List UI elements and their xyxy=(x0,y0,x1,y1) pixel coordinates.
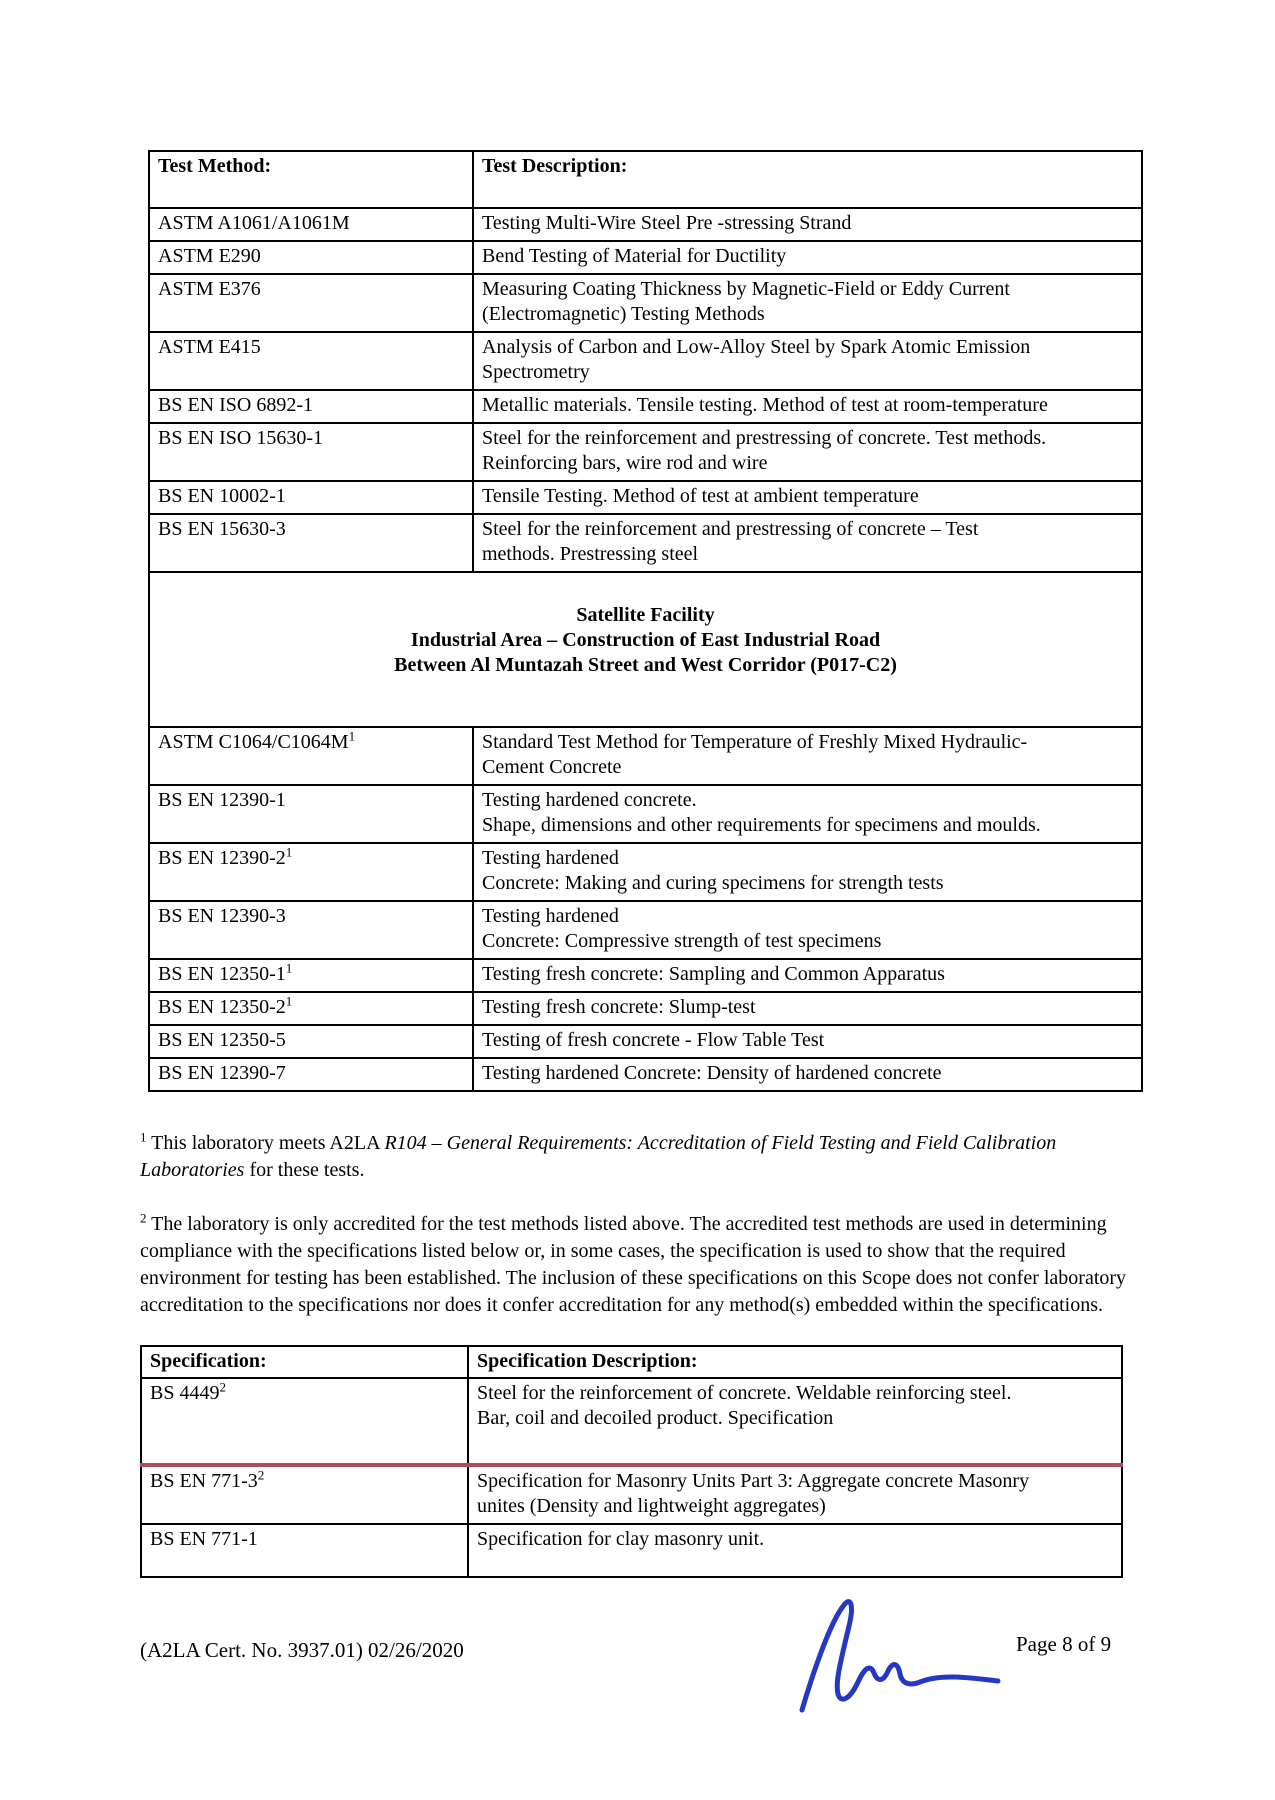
satellite-facility-row xyxy=(149,572,1142,727)
table-row xyxy=(149,390,1142,423)
table-row xyxy=(149,992,1142,1025)
desc-line: Steel for the reinforcement and prestressing of concrete – Test xyxy=(482,518,979,540)
method-id: BS EN 12390-2 xyxy=(158,847,286,869)
cert-number: (A2LA Cert. No. 3937.01) 02/26/2020 xyxy=(140,1638,464,1662)
method-cell xyxy=(149,481,473,514)
test-method-header: Test Method: xyxy=(149,151,473,208)
method-cell xyxy=(149,390,473,423)
desc-cell xyxy=(473,423,1142,481)
desc-cell xyxy=(473,1025,1142,1058)
method-cell xyxy=(149,1058,473,1091)
table-row xyxy=(149,1025,1142,1058)
method-id: BS EN 12390-3 xyxy=(158,905,286,927)
table-row xyxy=(141,1378,1122,1465)
footnote-text: for these tests. xyxy=(244,1159,365,1181)
desc-cell xyxy=(473,992,1142,1025)
footnote-marker: 2 xyxy=(140,1210,147,1226)
desc-cell xyxy=(473,390,1142,423)
table-row xyxy=(149,785,1142,843)
desc-line: Measuring Coating Thickness by Magnetic-Field or Eddy Current xyxy=(482,278,1010,300)
table-row xyxy=(149,274,1142,332)
footnote-marker: 1 xyxy=(285,844,293,860)
desc-line: Testing Multi-Wire Steel Pre -stressing Strand xyxy=(482,212,852,234)
table-row xyxy=(149,1058,1142,1091)
desc-cell xyxy=(473,514,1142,572)
method-id: ASTM A1061/A1061M xyxy=(158,212,350,234)
desc-cell xyxy=(473,785,1142,843)
desc-line: Specification for clay masonry unit. xyxy=(477,1528,765,1550)
desc-line: Testing fresh concrete: Sampling and Common Apparatus xyxy=(482,963,945,985)
desc-line: Reinforcing bars, wire rod and wire xyxy=(482,452,768,474)
desc-cell xyxy=(473,727,1142,785)
desc-line: Concrete: Making and curing specimens for strength tests xyxy=(482,872,944,894)
page-footer xyxy=(0,1620,1275,1750)
desc-line: Testing hardened xyxy=(482,905,619,927)
desc-line: Testing hardened Concrete: Density of hardened concrete xyxy=(482,1062,942,1084)
spec-cell xyxy=(141,1378,468,1465)
footnote-text: This laboratory meets A2LA xyxy=(146,1132,385,1154)
test-table-header-row xyxy=(149,151,1142,208)
desc-line: Steel for the reinforcement of concrete. Weldable reinforcing steel. xyxy=(477,1382,1012,1404)
method-id: ASTM E290 xyxy=(158,245,261,267)
desc-cell xyxy=(473,241,1142,274)
method-cell xyxy=(149,332,473,390)
footnote-marker: 1 xyxy=(285,993,293,1009)
method-id: BS EN 15630-3 xyxy=(158,518,286,540)
specification-description-header: Specification Description: xyxy=(468,1346,1122,1378)
desc-line: Spectrometry xyxy=(482,361,590,383)
satellite-title: Satellite Facility xyxy=(576,604,715,626)
desc-line: Concrete: Compressive strength of test specimens xyxy=(482,930,882,952)
method-id: ASTM E415 xyxy=(158,336,261,358)
method-id: BS EN 12390-7 xyxy=(158,1062,286,1084)
desc-line: Bend Testing of Material for Ductility xyxy=(482,245,787,267)
desc-cell xyxy=(468,1378,1122,1465)
spec-id: BS EN 771-3 xyxy=(150,1470,258,1492)
desc-cell xyxy=(473,332,1142,390)
method-id: ASTM E376 xyxy=(158,278,261,300)
method-cell xyxy=(149,959,473,992)
desc-cell xyxy=(473,959,1142,992)
method-id: ASTM C1064/C1064M xyxy=(158,731,349,753)
signature xyxy=(788,1592,1012,1722)
spec-cell xyxy=(141,1465,468,1524)
footnote-italic-title: R104 – General Requirements: Accreditation of Field Testing and Field Calibration Laboratories xyxy=(140,1132,1057,1181)
table-row xyxy=(149,843,1142,901)
desc-cell xyxy=(468,1524,1122,1577)
table-row xyxy=(149,959,1142,992)
method-id: BS EN 10002-1 xyxy=(158,485,286,507)
table-row xyxy=(149,241,1142,274)
desc-line: Standard Test Method for Temperature of Freshly Mixed Hydraulic- xyxy=(482,731,1028,753)
desc-line: (Electromagnetic) Testing Methods xyxy=(482,303,765,325)
page-number: Page 8 of 9 xyxy=(1016,1632,1112,1656)
method-cell xyxy=(149,514,473,572)
method-id: BS EN 12350-2 xyxy=(158,996,286,1018)
spec-id: BS 4449 xyxy=(150,1382,220,1404)
desc-line: Testing hardened xyxy=(482,847,619,869)
method-cell xyxy=(149,241,473,274)
satellite-facility-block xyxy=(149,572,1142,727)
footnote-marker: 1 xyxy=(348,728,356,744)
table-row xyxy=(141,1524,1122,1577)
desc-line: Cement Concrete xyxy=(482,756,622,778)
table-row xyxy=(149,514,1142,572)
method-cell xyxy=(149,208,473,241)
spec-cell xyxy=(141,1524,468,1577)
desc-cell xyxy=(468,1465,1122,1524)
footnote-marker: 2 xyxy=(257,1467,265,1483)
desc-cell xyxy=(473,274,1142,332)
desc-line: Testing hardened concrete. xyxy=(482,789,697,811)
method-id: BS EN ISO 15630-1 xyxy=(158,427,324,449)
table-row xyxy=(149,727,1142,785)
spec-table-header-row xyxy=(141,1346,1122,1378)
method-cell xyxy=(149,423,473,481)
desc-cell xyxy=(473,843,1142,901)
footnote-marker: 2 xyxy=(219,1379,226,1395)
method-id: BS EN 12350-5 xyxy=(158,1029,286,1051)
specification-header: Specification: xyxy=(141,1346,468,1378)
test-method-table xyxy=(148,150,1143,1092)
method-cell xyxy=(149,727,473,785)
method-cell xyxy=(149,901,473,959)
desc-line: Bar, coil and decoiled product. Specification xyxy=(477,1407,834,1429)
method-cell xyxy=(149,1025,473,1058)
desc-line: Shape, dimensions and other requirements for specimens and moulds. xyxy=(482,814,1041,836)
footnote-marker: 1 xyxy=(140,1129,147,1145)
specification-table xyxy=(140,1345,1123,1578)
desc-line: Steel for the reinforcement and prestressing of concrete. Test methods. xyxy=(482,427,1047,449)
footnote-1 xyxy=(140,1130,1140,1184)
desc-line: Testing fresh concrete: Slump-test xyxy=(482,996,756,1018)
desc-cell xyxy=(473,1058,1142,1091)
satellite-location-line: Industrial Area – Construction of East Industrial Road xyxy=(410,629,881,651)
table-row-red-separator xyxy=(141,1465,1122,1524)
footnote-text: The laboratory is only accredited for the test methods listed above. The accredited test methods are used in determining compliance with the specifications listed below or, in some cases, the specification is used to show that the required environment for testing has been established. The inclusion of these specifications on this Scope does not confer laboratory accreditation to the specifications nor does it confer accreditation for any method(s) embedded within the specifications. xyxy=(140,1213,1127,1316)
desc-line: Metallic materials. Tensile testing. Method of test at room-temperature xyxy=(482,394,1048,416)
method-cell xyxy=(149,274,473,332)
desc-line: Testing of fresh concrete - Flow Table Test xyxy=(482,1029,825,1051)
satellite-location-line: Between Al Muntazah Street and West Corridor (P017-C2) xyxy=(394,654,897,676)
footnote-2 xyxy=(140,1211,1140,1319)
footnote-marker: 1 xyxy=(285,960,293,976)
method-cell xyxy=(149,843,473,901)
desc-line: Specification for Masonry Units Part 3: Aggregate concrete Masonry xyxy=(477,1470,1030,1492)
table-row xyxy=(149,332,1142,390)
table-row xyxy=(149,423,1142,481)
desc-line: Tensile Testing. Method of test at ambient temperature xyxy=(482,485,919,507)
table-row xyxy=(149,208,1142,241)
desc-line: unites (Density and lightweight aggregates) xyxy=(477,1495,826,1517)
test-description-header: Test Description: xyxy=(473,151,1142,208)
method-id: BS EN 12390-1 xyxy=(158,789,286,811)
desc-cell xyxy=(473,901,1142,959)
method-id: BS EN ISO 6892-1 xyxy=(158,394,314,416)
desc-cell xyxy=(473,481,1142,514)
desc-line: Analysis of Carbon and Low-Alloy Steel by Spark Atomic Emission xyxy=(482,336,1031,358)
desc-cell xyxy=(473,208,1142,241)
method-cell xyxy=(149,785,473,843)
table-row xyxy=(149,901,1142,959)
method-id: BS EN 12350-1 xyxy=(158,963,286,985)
method-cell xyxy=(149,992,473,1025)
desc-line: methods. Prestressing steel xyxy=(482,543,699,565)
spec-id: BS EN 771-1 xyxy=(150,1528,258,1550)
table-row xyxy=(149,481,1142,514)
